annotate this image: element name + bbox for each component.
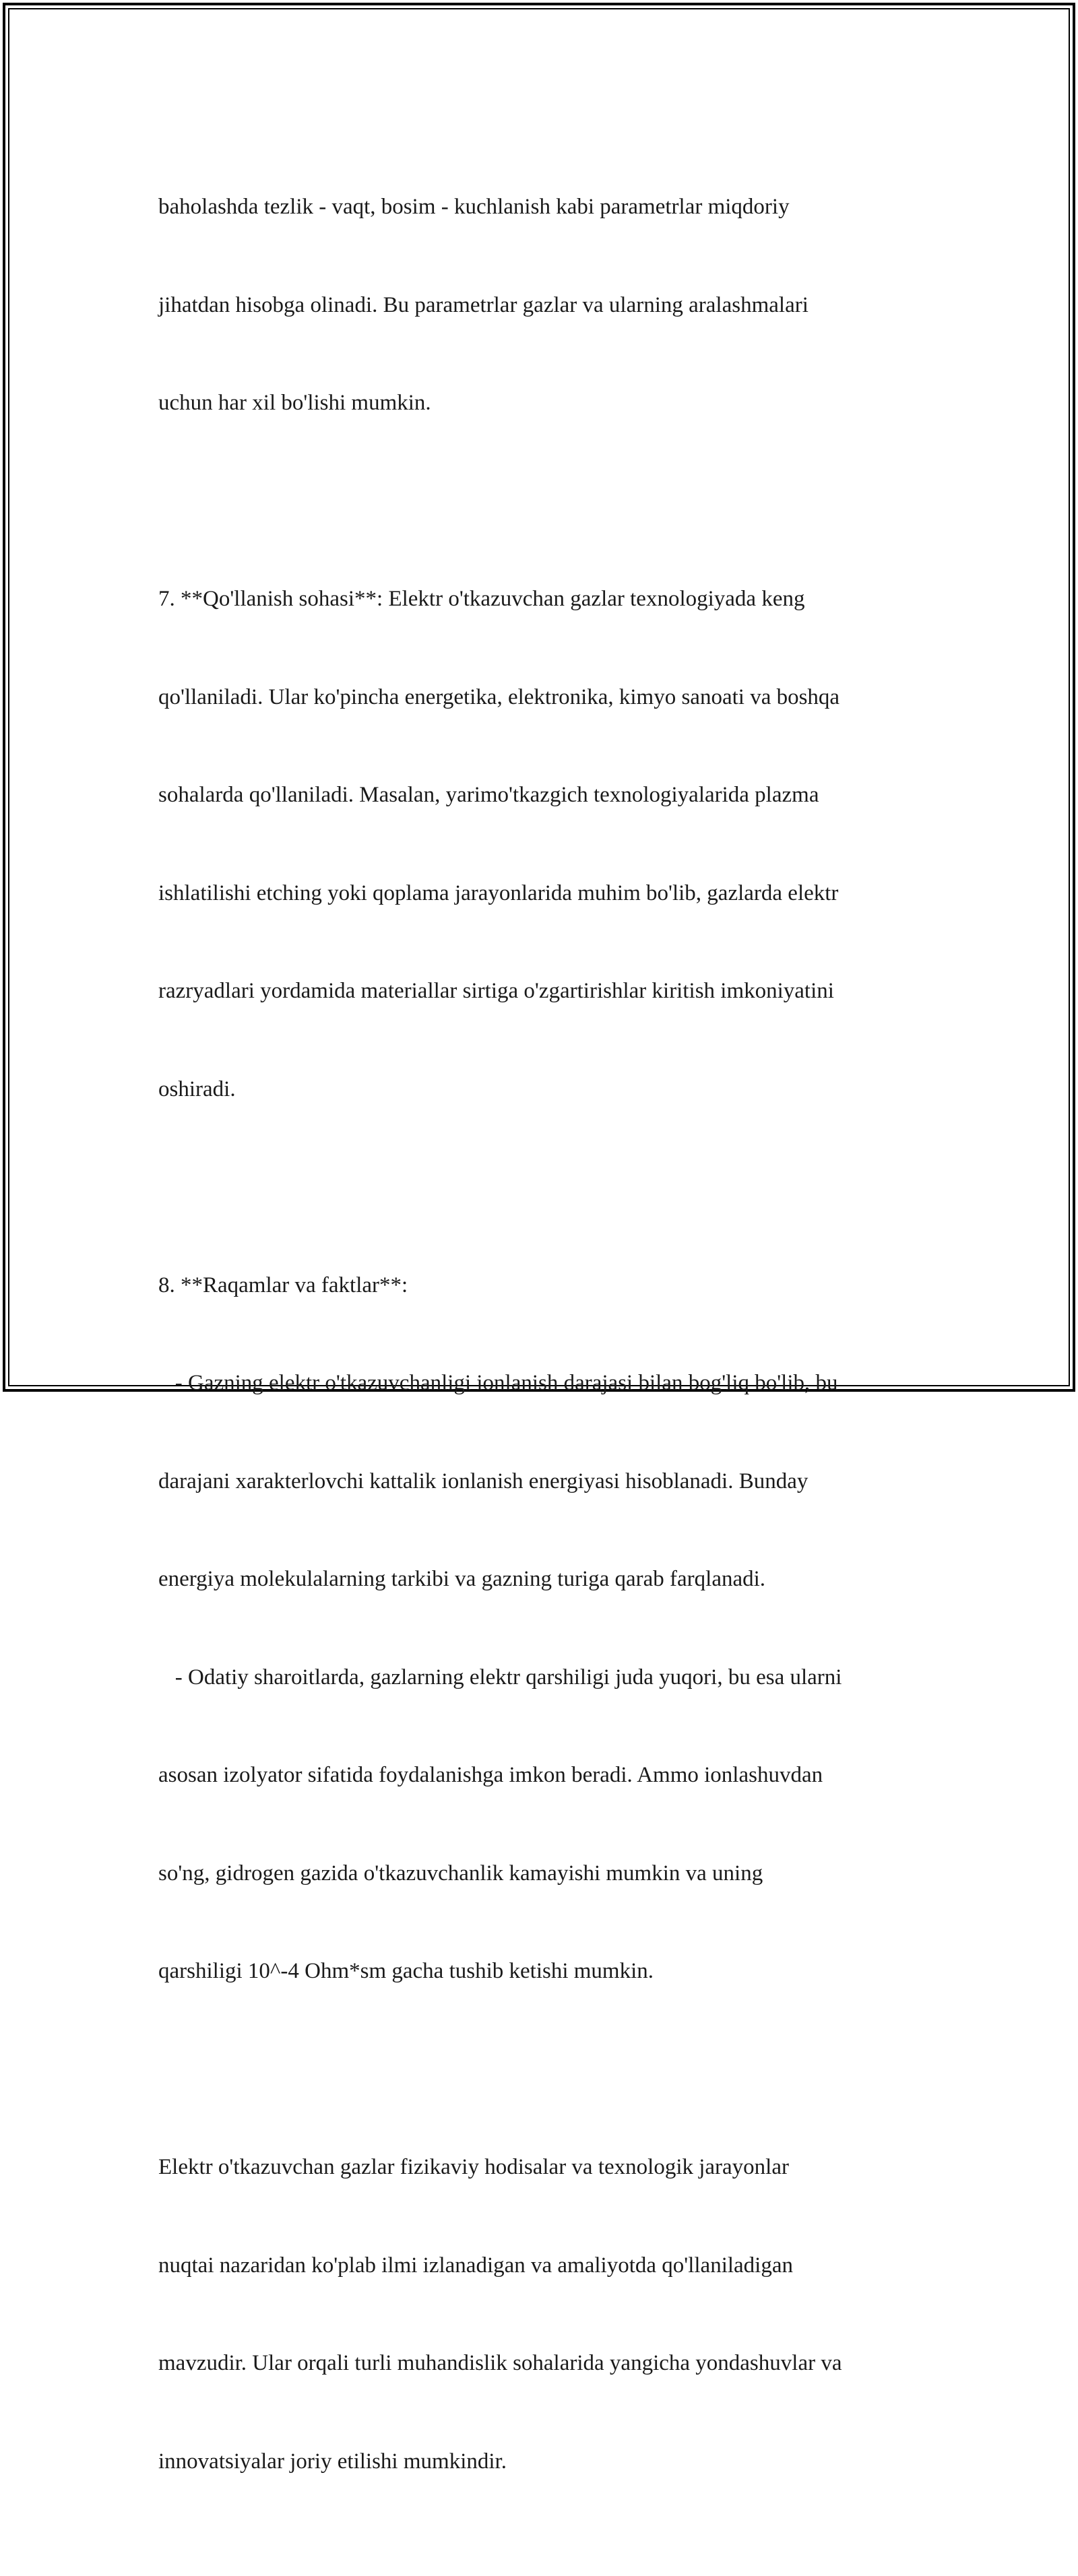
paragraph-conclusion [158,2086,940,2543]
text-line: sohalarda qo'llaniladi. Masalan, yarimo'tkazgich texnologiyalarida plazma [158,783,819,807]
paragraph-parameters [158,125,940,485]
text-line: - Odatiy sharoitlarda, gazlarning elektr qarshiligi juda yuqori, bu esa ularni [158,1665,842,1689]
text-line: oshiradi. [158,1076,236,1101]
text-line: darajani xarakterlovchi kattalik ionlanish energiyasi hisoblanadi. Bunday [158,1469,808,1493]
paragraph-numbers-and-facts [158,1204,940,2053]
text-line: innovatsiyalar joriy etilishi mumkindir. [158,2449,507,2474]
text-line: qarshiligi 10^-4 Ohm*sm gacha tushib ketishi mumkin. [158,1959,654,1983]
document-body [158,125,940,2576]
text-line: 7. **Qo'llanish sohasi**: Elektr o'tkazuvchan gazlar texnologiyada keng [158,587,805,611]
text-line: qo'llaniladi. Ular ko'pincha energetika, elektronika, kimyo sanoati va boshqa [158,684,840,709]
text-line: - Gazning elektr o'tkazuvchanligi ionlanish darajasi bilan bog'liq bo'lib, bu [158,1371,838,1395]
text-line: razryadlari yordamida materiallar sirtiga o'zgartirishlar kiritish imkoniyatini [158,979,834,1003]
text-line: so'ng, gidrogen gazida o'tkazuvchanlik kamayishi mumkin va uning [158,1861,763,1886]
text-line: mavzudir. Ular orqali turli muhandislik sohalarida yangicha yondashuvlar va [158,2351,842,2375]
text-line: 8. **Raqamlar va faktlar**: [158,1273,408,1297]
text-line: Elektr o'tkazuvchan gazlar fizikaviy hodisalar va texnologik jarayonlar [158,2155,789,2179]
text-line: uchun har xil bo'lishi mumkin. [158,391,431,415]
text-line: ishlatilishi etching yoki qoplama jarayonlarida muhim bo'lib, gazlarda elektr [158,880,839,905]
text-line: energiya molekulalarning tarkibi va gazning turiga qarab farqlanadi. [158,1567,766,1591]
text-line: asosan izolyator sifatida foydalanishga imkon beradi. Ammo ionlashuvdan [158,1763,823,1787]
text-line: baholashda tezlik - vaqt, bosim - kuchlanish kabi parametrlar miqdoriy [158,195,790,219]
text-line: nuqtai nazaridan ko'plab ilmi izlanadigan va amaliyotda qo'llaniladigan [158,2253,793,2278]
paragraph-application-area [158,517,940,1171]
text-line: jihatdan hisobga olinadi. Bu parametrlar gazlar va ularning aralashmalari [158,292,808,317]
